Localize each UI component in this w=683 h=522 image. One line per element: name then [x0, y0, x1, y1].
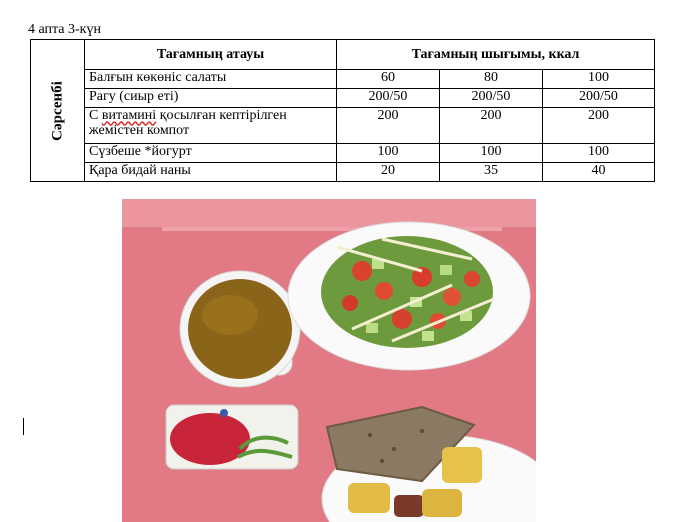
potato-chunk: [348, 483, 390, 513]
beef-chunk: [394, 495, 424, 517]
brand-logo: [220, 409, 228, 417]
yogurt-cup: [166, 405, 298, 469]
header-yield: Тағамның шығымы, ккал: [337, 40, 655, 70]
table-row: [31, 163, 655, 182]
table-row: [31, 144, 655, 163]
tea-highlight: [202, 295, 258, 335]
dish-name-prefix: С: [89, 107, 102, 123]
potato-chunk: [422, 489, 462, 517]
salad-base: [321, 236, 493, 348]
dish-value: 200/50: [440, 89, 543, 108]
day-label: Сәрсенбі: [49, 80, 65, 141]
dish-name: Қара бидай наны: [85, 163, 337, 182]
dish-value: 60: [337, 70, 440, 89]
dish-value: 200: [337, 107, 440, 144]
dish-value: 40: [543, 163, 655, 182]
spellcheck-underlined-word: витамині: [101, 107, 157, 123]
dish-name: Сүзбеше *йогурт: [85, 144, 337, 163]
table-row: [31, 107, 655, 144]
day-cell: [31, 40, 85, 182]
tray-rim: [122, 199, 536, 227]
dish-value: 100: [337, 144, 440, 163]
header-row: [31, 40, 655, 70]
dish-name: Балғын көкөніс салаты: [85, 70, 337, 89]
potato-chunk: [442, 447, 482, 483]
dish-value: 20: [337, 163, 440, 182]
dish-name: [85, 107, 337, 144]
dish-value: 100: [543, 70, 655, 89]
dish-name: Рагу (сиыр еті): [85, 89, 337, 108]
header-dish-name: Тағамның атауы: [85, 40, 337, 70]
meal-photo: [122, 199, 536, 522]
dish-value: 200/50: [543, 89, 655, 108]
table-row: [31, 89, 655, 108]
menu-table: [30, 39, 655, 182]
vegetable-salad-bowl: [288, 222, 530, 370]
table-row: [31, 70, 655, 89]
dish-value: 100: [543, 144, 655, 163]
dish-value: 200/50: [337, 89, 440, 108]
dish-name-suffix: қосылған кептірілген жемістен компот: [89, 107, 287, 138]
tea-cup: [180, 271, 300, 387]
strawberry-print: [170, 413, 250, 465]
document-title: 4 апта 3-күн: [28, 22, 101, 37]
text-cursor: [23, 418, 24, 435]
dish-value: 200: [543, 107, 655, 144]
dish-value: 80: [440, 70, 543, 89]
dish-value: 35: [440, 163, 543, 182]
dish-value: 100: [440, 144, 543, 163]
dish-value: 200: [440, 107, 543, 144]
